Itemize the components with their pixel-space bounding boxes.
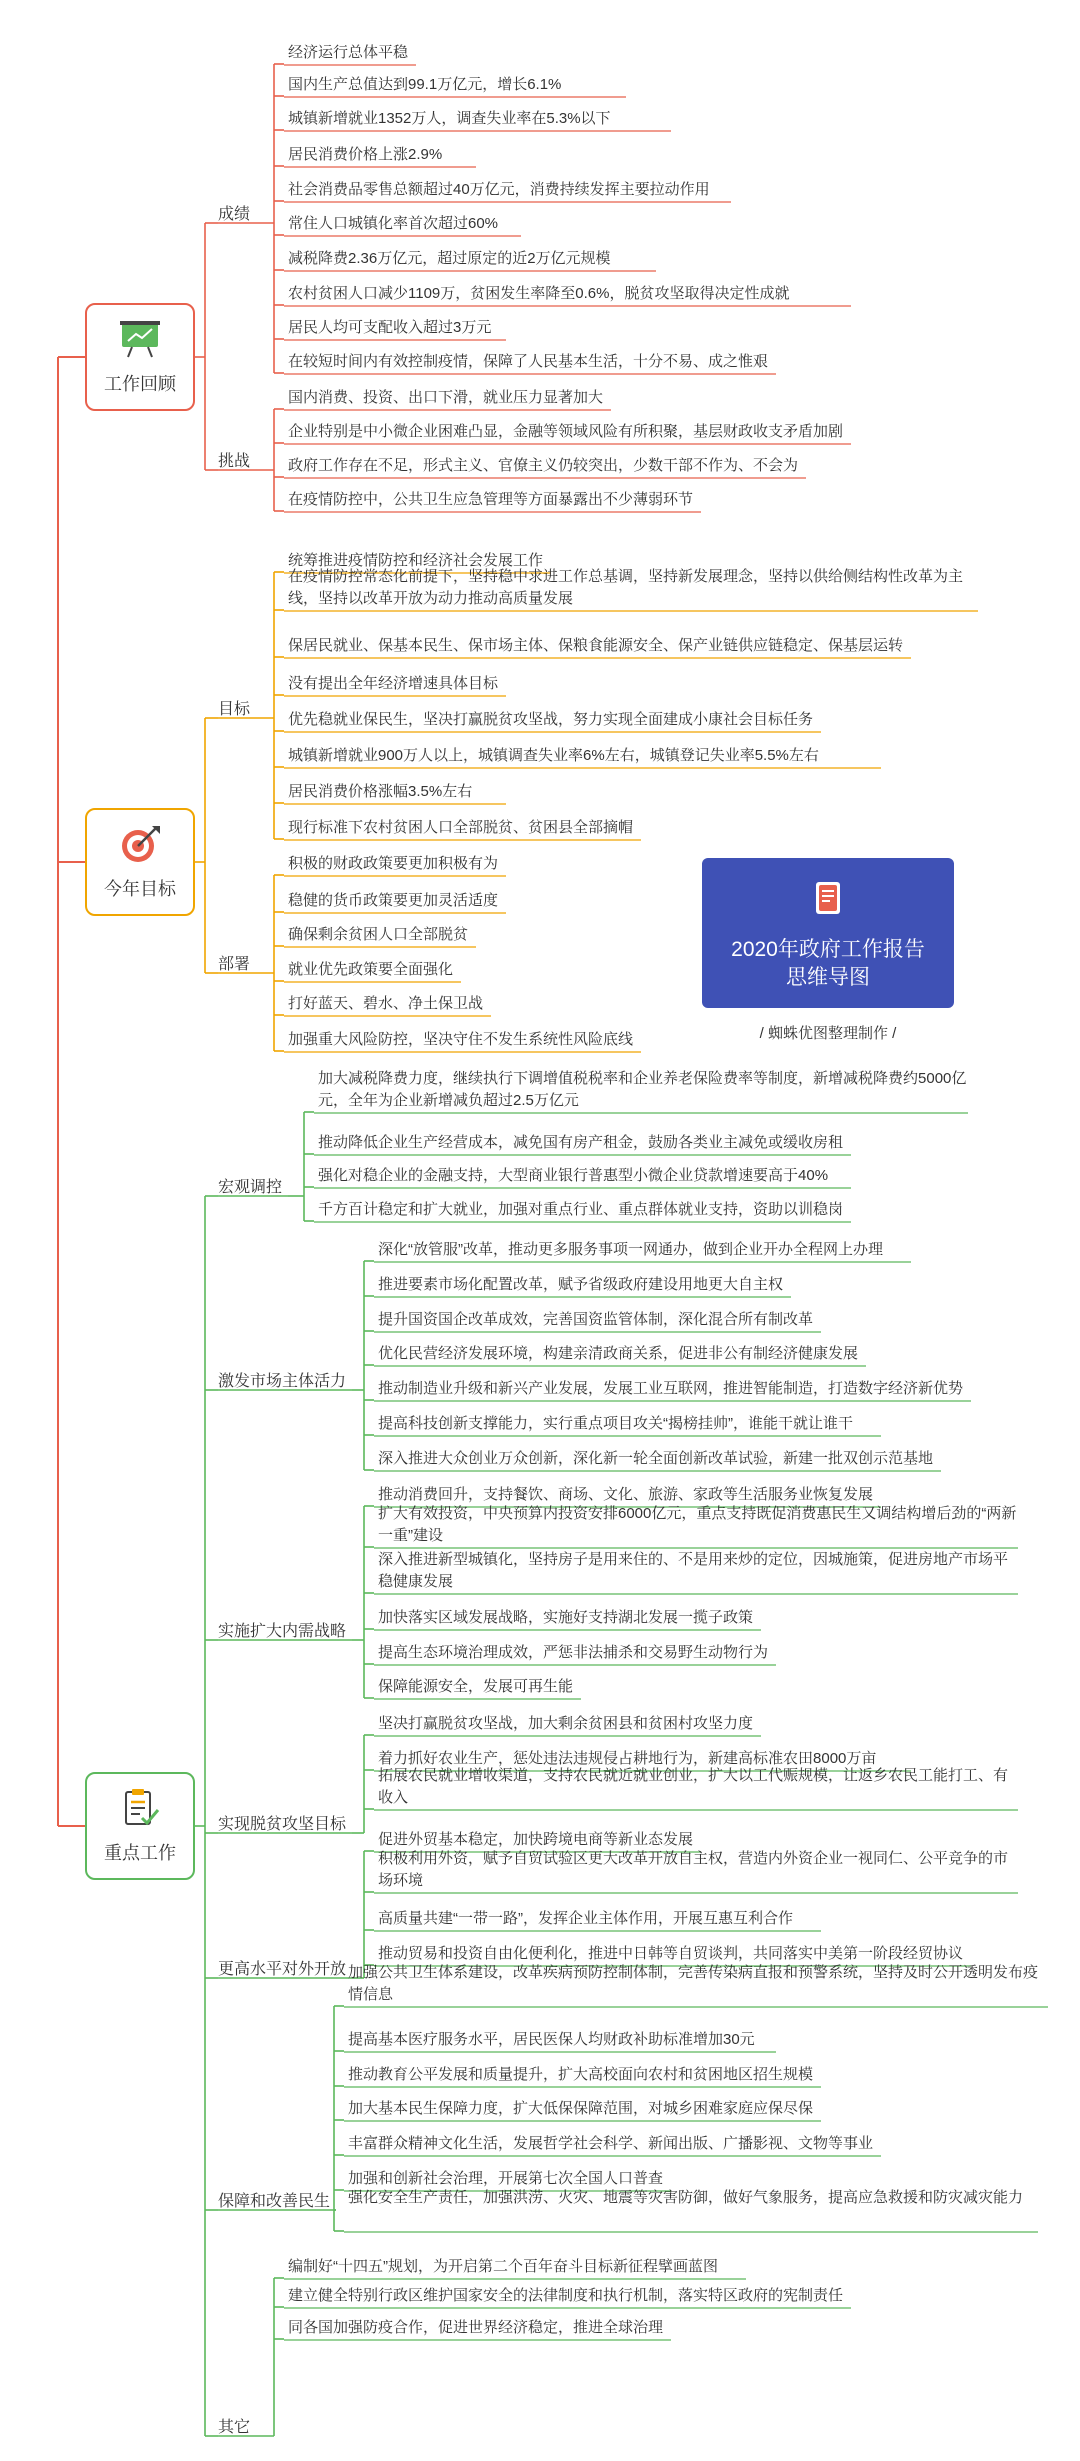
leaf-item[interactable]: 居民消费价格上涨2.9% bbox=[288, 146, 443, 163]
leaf-item[interactable]: 加大基本民生保障力度，扩大低保保障范围，对城乡困难家庭应保尽保 bbox=[348, 2100, 814, 2117]
leaf-item[interactable]: 深化“放管服”改革，推动更多服务事项一网通办，做到企业开办全程网上办理 bbox=[378, 1241, 883, 1258]
leaf-item[interactable]: 拓展农民就业增收渠道，支持农民就近就业创业，扩大以工代赈规模，让返乡农民工能打工、有收入 bbox=[378, 1767, 1009, 1806]
leaf-item[interactable]: 推动降低企业生产经营成本，减免国有房产租金，鼓励各类业主减免或缓收房租 bbox=[318, 1134, 844, 1151]
leaf-item[interactable]: 丰富群众精神文化生活，发展哲学社会科学、新闻出版、广播影视、文物等事业 bbox=[348, 2135, 874, 2152]
leaf-item[interactable]: 推动消费回升，支持餐饮、商场、文化、旅游、家政等生活服务业恢复发展 bbox=[378, 1486, 874, 1503]
category-label[interactable]: 成绩 bbox=[218, 206, 251, 223]
category-label[interactable]: 宏观调控 bbox=[218, 1179, 283, 1196]
leaf-item[interactable]: 推动制造业升级和新兴产业发展，发展工业互联网，推进智能制造，打造数字经济新优势 bbox=[378, 1380, 964, 1397]
document-icon bbox=[814, 880, 842, 916]
map-title-line1: 2020年政府工作报告 bbox=[731, 938, 925, 961]
leaf-item[interactable]: 推进要素市场化配置改革，赋予省级政府建设用地更大自主权 bbox=[378, 1276, 784, 1293]
leaf-item[interactable]: 加大减税降费力度，继续执行下调增值税税率和企业养老保险费率等制度，新增减税降费约5000亿元，全年为企业新增减负超过2.5万亿元 bbox=[318, 1070, 967, 1109]
leaf-item[interactable]: 在疫情防控中，公共卫生应急管理等方面暴露出不少薄弱环节 bbox=[288, 491, 694, 508]
leaf-item[interactable]: 常住人口城镇化率首次超过60% bbox=[288, 215, 499, 232]
root-node-chart-board[interactable] bbox=[85, 303, 195, 411]
leaf-item[interactable]: 千方百计稳定和扩大就业，加强对重点行业、重点群体就业支持，资助以训稳岗 bbox=[318, 1201, 844, 1218]
leaf-item[interactable]: 优先稳就业保民生，坚决打赢脱贫攻坚战，努力实现全面建成小康社会目标任务 bbox=[288, 711, 814, 728]
checklist-icon bbox=[118, 1788, 162, 1833]
leaf-item[interactable]: 国内消费、投资、出口下滑，就业压力显著加大 bbox=[288, 389, 604, 406]
leaf-item[interactable]: 提高科技创新支撑能力，实行重点项目攻关“揭榜挂帅”，谁能干就让谁干 bbox=[378, 1415, 853, 1432]
leaf-item[interactable]: 就业优先政策要全面强化 bbox=[288, 961, 454, 978]
leaf-item[interactable]: 城镇新增就业900万人以上，城镇调查失业率6%左右，城镇登记失业率5.5%左右 bbox=[288, 747, 819, 764]
leaf-item[interactable]: 现行标准下农村贫困人口全部脱贫、贫困县全部摘帽 bbox=[288, 819, 634, 836]
category-label[interactable]: 更高水平对外开放 bbox=[218, 1961, 347, 1978]
leaf-item[interactable]: 稳健的货币政策要更加灵活适度 bbox=[288, 892, 499, 909]
leaf-item[interactable]: 政府工作存在不足，形式主义、官僚主义仍较突出，少数干部不作为、不会为 bbox=[288, 457, 799, 474]
leaf-item[interactable]: 企业特别是中小微企业困难凸显，金融等领域风险有所积聚，基层财政收支矛盾加剧 bbox=[288, 423, 844, 440]
root-node-target[interactable] bbox=[85, 808, 195, 916]
leaf-item[interactable]: 加强和创新社会治理，开展第七次全国人口普查 bbox=[348, 2170, 664, 2187]
category-label[interactable]: 部署 bbox=[218, 956, 251, 973]
leaf-item[interactable]: 扩大有效投资，中央预算内投资安排6000亿元，重点支持既促消费惠民生又调结构增后劲的“两新一重”建设 bbox=[378, 1505, 1017, 1544]
leaf-item[interactable]: 优化民营经济发展环境，构建亲清政商关系，促进非公有制经济健康发展 bbox=[378, 1345, 859, 1362]
leaf-item[interactable]: 提升国资国企改革成效，完善国资监管体制，深化混合所有制改革 bbox=[378, 1311, 814, 1328]
leaf-item[interactable]: 减税降费2.36万亿元，超过原定的近2万亿元规模 bbox=[288, 250, 611, 267]
root-label: 今年目标 bbox=[104, 878, 176, 899]
leaf-item[interactable]: 经济运行总体平稳 bbox=[288, 44, 409, 61]
category-label[interactable]: 挑战 bbox=[218, 453, 251, 470]
category-label[interactable]: 实施扩大内需战略 bbox=[218, 1623, 347, 1640]
leaf-item[interactable]: 加快落实区域发展战略，实施好支持湖北发展一揽子政策 bbox=[378, 1609, 754, 1626]
leaf-item[interactable]: 保居民就业、保基本民生、保市场主体、保粮食能源安全、保产业链供应链稳定、保基层运转 bbox=[288, 637, 904, 654]
leaf-item[interactable]: 在较短时间内有效控制疫情，保障了人民基本生活，十分不易、成之惟艰 bbox=[288, 353, 769, 370]
root-label: 重点工作 bbox=[104, 1842, 176, 1863]
category-label[interactable]: 激发市场主体活力 bbox=[218, 1373, 347, 1390]
map-title-line2: 思维导图 bbox=[786, 966, 870, 989]
leaf-item[interactable]: 城镇新增就业1352万人，调查失业率在5.3%以下 bbox=[288, 110, 611, 127]
leaf-item[interactable]: 确保剩余贫困人口全部脱贫 bbox=[288, 926, 469, 943]
leaf-item[interactable]: 建立健全特别行政区维护国家安全的法律制度和执行机制，落实特区政府的宪制责任 bbox=[288, 2287, 844, 2304]
leaf-item[interactable]: 强化对稳企业的金融支持，大型商业银行普惠型小微企业贷款增速要高于40% bbox=[318, 1167, 829, 1184]
leaf-item[interactable]: 着力抓好农业生产，惩处违法违规侵占耕地行为，新建高标准农田8000万亩 bbox=[378, 1750, 877, 1767]
leaf-item[interactable]: 推动贸易和投资自由化便利化，推进中日韩等自贸谈判，共同落实中美第一阶段经贸协议 bbox=[378, 1945, 964, 1962]
leaf-item[interactable]: 深入推进大众创业万众创新，深化新一轮全面创新改革试验，新建一批双创示范基地 bbox=[378, 1450, 934, 1467]
leaf-item[interactable]: 保障能源安全，发展可再生能 bbox=[378, 1678, 574, 1695]
leaf-item[interactable]: 积极的财政政策要更加积极有为 bbox=[288, 855, 499, 872]
category-label[interactable]: 其它 bbox=[218, 2419, 251, 2436]
leaf-item[interactable]: 打好蓝天、碧水、净土保卫战 bbox=[288, 995, 484, 1012]
leaf-item[interactable]: 坚决打赢脱贫攻坚战，加大剩余贫困县和贫困村攻坚力度 bbox=[378, 1715, 754, 1732]
leaf-item[interactable]: 没有提出全年经济增速具体目标 bbox=[288, 675, 499, 692]
leaf-item[interactable]: 居民消费价格涨幅3.5%左右 bbox=[288, 783, 473, 800]
leaf-item[interactable]: 高质量共建“一带一路”，发挥企业主体作用，开展互惠互利合作 bbox=[378, 1910, 793, 1927]
leaf-item[interactable]: 深入推进新型城镇化，坚持房子是用来住的、不是用来炒的定位，因城施策，促进房地产市场平稳健康发展 bbox=[378, 1551, 1009, 1590]
leaf-item[interactable]: 国内生产总值达到99.1万亿元，增长6.1% bbox=[288, 76, 562, 93]
root-node-checklist[interactable] bbox=[85, 1772, 195, 1880]
leaf-item[interactable]: 同各国加强防疫合作，促进世界经济稳定，推进全球治理 bbox=[288, 2319, 664, 2336]
category-label[interactable]: 目标 bbox=[218, 701, 251, 718]
target-icon bbox=[118, 824, 162, 869]
leaf-item[interactable]: 提高生态环境治理成效，严惩非法捕杀和交易野生动物行为 bbox=[378, 1644, 769, 1661]
leaf-item[interactable]: 居民人均可支配收入超过3万元 bbox=[288, 319, 492, 336]
root-label: 工作回顾 bbox=[104, 373, 176, 394]
category-label[interactable]: 保障和改善民生 bbox=[218, 2193, 331, 2210]
leaf-item[interactable]: 强化安全生产责任，加强洪涝、火灾、地震等灾害防御，做好气象服务，提高应急救援和防灾减灾能力 bbox=[348, 2189, 1024, 2206]
leaf-item[interactable]: 编制好“十四五”规划，为开启第二个百年奋斗目标新征程擘画蓝图 bbox=[288, 2258, 718, 2275]
leaf-item[interactable]: 提高基本医疗服务水平，居民医保人均财政补助标准增加30元 bbox=[348, 2031, 755, 2048]
category-label[interactable]: 实现脱贫攻坚目标 bbox=[218, 1816, 347, 1833]
leaf-item[interactable]: 社会消费品零售总额超过40万亿元，消费持续发挥主要拉动作用 bbox=[288, 181, 710, 198]
title-card bbox=[702, 858, 954, 1008]
leaf-item[interactable]: 推动教育公平发展和质量提升，扩大高校面向农村和贫困地区招生规模 bbox=[348, 2066, 814, 2083]
leaf-item[interactable]: 在疫情防控常态化前提下，坚持稳中求进工作总基调，坚持新发展理念，坚持以供给侧结构性改革为主线，坚持以改革开放为动力推动高质量发展 bbox=[288, 568, 964, 607]
chart-board-icon bbox=[118, 319, 162, 364]
leaf-item[interactable]: 统筹推进疫情防控和经济社会发展工作 bbox=[288, 552, 544, 569]
leaf-item[interactable]: 积极利用外资，赋予自贸试验区更大改革开放自主权，营造内外资企业一视同仁、公平竞争的市场环境 bbox=[378, 1850, 1009, 1889]
leaf-item[interactable]: 加强公共卫生体系建设，改革疾病预防控制体制，完善传染病直报和预警系统，坚持及时公开透明发布疫情信息 bbox=[348, 1964, 1039, 2003]
credit-text: / 蜘蛛优图整理制作 / bbox=[759, 1025, 897, 1042]
leaf-item[interactable]: 加强重大风险防控，坚决守住不发生系统性风险底线 bbox=[288, 1031, 634, 1048]
leaf-item[interactable]: 促进外贸基本稳定，加快跨境电商等新业态发展 bbox=[378, 1831, 694, 1848]
leaf-item[interactable]: 农村贫困人口减少1109万，贫困发生率降至0.6%，脱贫攻坚取得决定性成就 bbox=[288, 285, 790, 302]
